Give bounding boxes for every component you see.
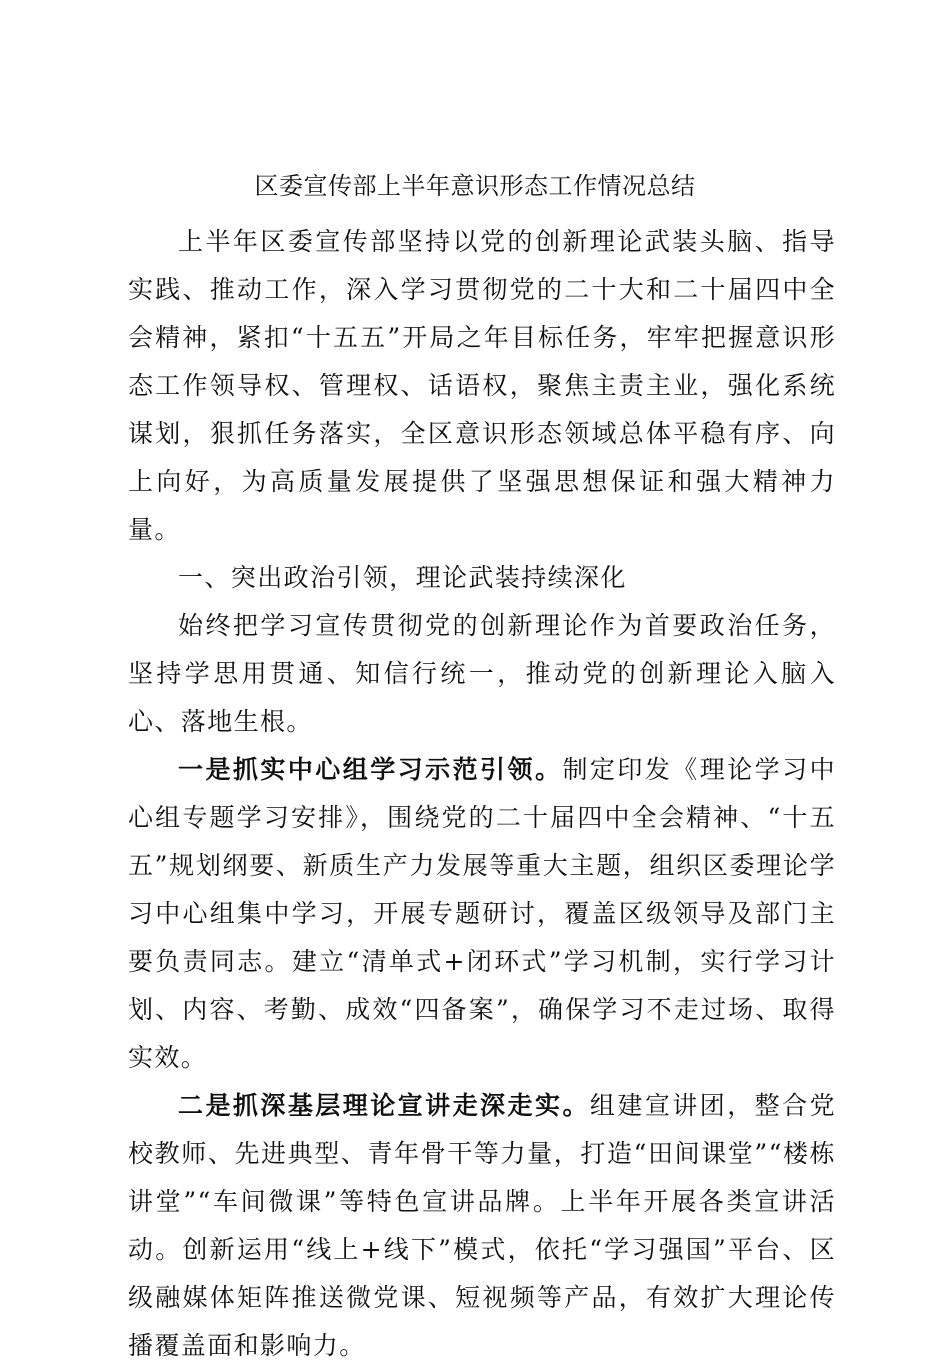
section-heading bbox=[128, 554, 836, 602]
paragraph-text: 一、突出政治引领，理论武装持续深化 bbox=[178, 563, 627, 592]
paragraph-lead: 一是抓实中心组学习示范引领。 bbox=[178, 755, 563, 784]
document-body bbox=[128, 218, 836, 1370]
paragraph-text: 组建宣讲团，整合党校教师、先进典型、青年骨干等力量，打造“田间课堂”“楼栋讲堂”“车间微课”等特色宣讲品牌。上半年开展各类宣讲活动。创新运用“线上+线下”模式，依托“学习强国”平台、区级融媒体矩阵推送微党课、短视频等产品，有效扩大理论传播覆盖面和影响力。 bbox=[128, 1091, 836, 1360]
paragraph-point-two bbox=[128, 1082, 836, 1370]
paragraph-point-one bbox=[128, 746, 836, 1082]
paragraph-section-intro bbox=[128, 602, 836, 746]
paragraph-lead: 二是抓深基层理论宣讲走深走实。 bbox=[178, 1091, 590, 1120]
paragraph-text: 始终把学习宣传贯彻党的创新理论作为首要政治任务，坚持学思用贯通、知信行统一，推动党的创新理论入脑入心、落地生根。 bbox=[128, 611, 836, 736]
paragraph-intro bbox=[128, 218, 836, 554]
paragraph-text: 上半年区委宣传部坚持以党的创新理论武装头脑、指导实践、推动工作，深入学习贯彻党的二十大和二十届四中全会精神，紧扣“十五五”开局之年目标任务，牢牢把握意识形态工作领导权、管理权、话语权，聚焦主责主业，强化系统谋划，狠抓任务落实，全区意识形态领域总体平稳有序、向上向好，为高质量发展提供了坚强思想保证和强大精神力量。 bbox=[128, 227, 836, 544]
document-title: 区委宣传部上半年意识形态工作情况总结 bbox=[254, 172, 696, 200]
paragraph-text: 制定印发《理论学习中心组专题学习安排》，围绕党的二十届四中全会精神、“十五五”规划纲要、新质生产力发展等重大主题，组织区委理论学习中心组集中学习，开展专题研讨，覆盖区级领导及部门主要负责同志。建立“清单式+闭环式”学习机制，实行学习计划、内容、考勤、成效“四备案”，确保学习不走过场、取得实效。 bbox=[128, 755, 836, 1072]
